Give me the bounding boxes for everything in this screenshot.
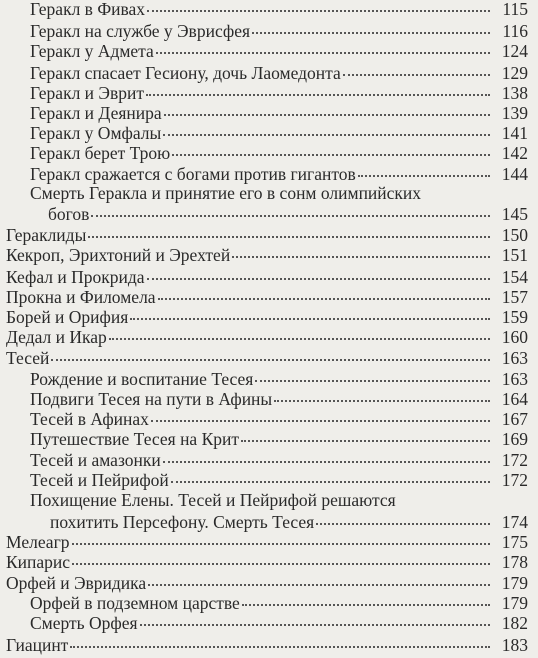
dot-leader bbox=[147, 10, 490, 12]
toc-entry bbox=[0, 469, 538, 491]
entry-title: Кипарис bbox=[6, 552, 71, 572]
entry-title: Геракл на службе у Эврисфея bbox=[30, 21, 251, 41]
dot-leader bbox=[140, 624, 490, 626]
entry-title: Похищение Елены. Тесей и Пейрифой решаются bbox=[30, 490, 396, 510]
entry-title: Кекроп, Эрихтоний и Эрехтей bbox=[6, 245, 231, 265]
entry-title: Прокна и Филомела bbox=[6, 287, 156, 307]
dot-leader bbox=[171, 481, 490, 483]
page-number: 129 bbox=[501, 63, 528, 83]
entry-title: Путешествие Тесея на Крит bbox=[30, 429, 240, 449]
toc-entry bbox=[0, 122, 538, 144]
dot-leader bbox=[148, 584, 490, 586]
page-number: 142 bbox=[501, 143, 528, 163]
dot-leader bbox=[241, 440, 490, 442]
page-number: 164 bbox=[501, 389, 528, 409]
toc-entry bbox=[0, 489, 538, 511]
page-number: 139 bbox=[501, 103, 528, 123]
dot-leader bbox=[343, 74, 490, 76]
dot-leader bbox=[51, 359, 490, 361]
page-number: 178 bbox=[501, 552, 528, 572]
toc-entry bbox=[0, 612, 538, 634]
page-number: 179 bbox=[501, 593, 528, 613]
toc-entry bbox=[0, 40, 538, 62]
dot-leader bbox=[172, 154, 490, 156]
dot-leader bbox=[151, 420, 490, 422]
dot-leader bbox=[255, 380, 490, 382]
entry-title: Орфей и Эвридика bbox=[6, 573, 147, 593]
entry-title: Рождение и воспитание Тесея bbox=[30, 369, 254, 389]
entry-title: Геракл у Адмета bbox=[30, 41, 154, 61]
dot-leader bbox=[70, 646, 490, 648]
toc-entry bbox=[0, 306, 538, 328]
entry-title: Геракл и Эврит bbox=[30, 83, 144, 103]
entry-title: Тесей bbox=[6, 348, 50, 368]
page-number: 169 bbox=[501, 429, 528, 449]
toc-entry bbox=[0, 326, 538, 348]
entry-title: Дедал и Икар bbox=[6, 327, 107, 347]
entry-title: Подвиги Тесея на пути в Афины bbox=[30, 389, 273, 409]
dot-leader bbox=[163, 134, 490, 136]
page-number: 182 bbox=[501, 613, 528, 633]
entry-title: Геракл спасает Гесиону, дочь Лаомедонта bbox=[30, 63, 341, 83]
dot-leader bbox=[232, 256, 490, 258]
dot-leader bbox=[109, 338, 490, 340]
dot-leader bbox=[91, 215, 490, 217]
toc-entry bbox=[0, 449, 538, 471]
entry-title: Геракл берет Трою bbox=[30, 143, 171, 163]
entry-title: богов bbox=[48, 204, 90, 224]
dot-leader bbox=[147, 278, 490, 280]
toc-entry bbox=[0, 203, 538, 225]
page-number: 138 bbox=[501, 83, 528, 103]
entry-title: Гиацинт bbox=[6, 635, 69, 655]
dot-leader bbox=[316, 523, 490, 525]
page-number: 154 bbox=[501, 267, 528, 287]
toc-entry bbox=[0, 368, 538, 390]
page-number: 150 bbox=[501, 225, 528, 245]
entry-title: Геракл и Деянира bbox=[30, 103, 162, 123]
toc-entry bbox=[0, 388, 538, 410]
dot-leader bbox=[72, 563, 490, 565]
page-number: 179 bbox=[501, 573, 528, 593]
toc-entry bbox=[0, 408, 538, 430]
toc-entry bbox=[0, 102, 538, 124]
page-number: 175 bbox=[501, 532, 528, 552]
toc-entry bbox=[0, 266, 538, 288]
toc-entry bbox=[0, 62, 538, 84]
dot-leader bbox=[252, 32, 490, 34]
entry-title: Смерть Орфея bbox=[30, 613, 138, 633]
toc-entry bbox=[0, 0, 538, 20]
page-number: 145 bbox=[501, 204, 528, 224]
dot-leader bbox=[146, 94, 490, 96]
toc-entry bbox=[0, 224, 538, 246]
entry-title: Борей и Орифия bbox=[6, 307, 129, 327]
toc-entry bbox=[0, 572, 538, 594]
toc-entry bbox=[0, 428, 538, 450]
toc-entry bbox=[0, 286, 538, 308]
toc-entry bbox=[0, 82, 538, 104]
toc-entry bbox=[0, 244, 538, 266]
toc-entry bbox=[0, 142, 538, 164]
entry-title: Гераклиды bbox=[6, 225, 87, 245]
page-number: 141 bbox=[501, 123, 528, 143]
page-number: 172 bbox=[501, 450, 528, 470]
page-number: 172 bbox=[501, 470, 528, 490]
toc-entry bbox=[0, 634, 538, 656]
dot-leader bbox=[242, 604, 490, 606]
entry-title: Геракл в Фивах bbox=[30, 0, 146, 19]
page-number: 160 bbox=[501, 327, 528, 347]
entry-title: Орфей в подземном царстве bbox=[30, 593, 240, 613]
entry-title: Тесей и амазонки bbox=[30, 450, 161, 470]
toc-entry bbox=[0, 182, 538, 204]
dot-leader bbox=[274, 400, 490, 402]
dot-leader bbox=[358, 175, 490, 177]
entry-title: Мелеагр bbox=[6, 532, 70, 552]
dot-leader bbox=[72, 543, 490, 545]
dot-leader bbox=[164, 114, 490, 116]
entry-title: Тесей и Пейрифой bbox=[30, 470, 169, 490]
entry-title: Геракл сражается с богами против гигантов bbox=[30, 164, 356, 184]
toc-entry bbox=[0, 531, 538, 553]
dot-leader bbox=[156, 52, 490, 54]
page-number: 157 bbox=[501, 287, 528, 307]
entry-title: Смерть Геракла и принятие его в сонм олимпийских bbox=[30, 183, 422, 203]
dot-leader bbox=[163, 461, 490, 463]
page-number: 174 bbox=[501, 512, 528, 532]
page-number: 151 bbox=[501, 245, 528, 265]
toc-entry bbox=[0, 20, 538, 42]
dot-leader bbox=[158, 298, 490, 300]
page-number: 163 bbox=[501, 369, 528, 389]
page-number: 159 bbox=[501, 307, 528, 327]
toc-entry bbox=[0, 347, 538, 369]
toc-entry bbox=[0, 592, 538, 614]
toc-entry bbox=[0, 551, 538, 573]
entry-title: Кефал и Прокрида bbox=[6, 267, 145, 287]
page-number: 115 bbox=[502, 0, 528, 19]
entry-title: Геракл у Омфалы bbox=[30, 123, 162, 143]
page-number: 116 bbox=[502, 21, 528, 41]
page-number: 124 bbox=[501, 41, 528, 61]
page-number: 163 bbox=[501, 348, 528, 368]
dot-leader bbox=[88, 236, 490, 238]
entry-title: Тесей в Афинах bbox=[30, 409, 149, 429]
page-number: 144 bbox=[501, 164, 528, 184]
entry-title: похитить Персефону. Смерть Тесея bbox=[50, 512, 315, 532]
page-number: 183 bbox=[501, 635, 528, 655]
dot-leader bbox=[130, 318, 490, 320]
toc-entry bbox=[0, 511, 538, 533]
page-number: 167 bbox=[501, 409, 528, 429]
